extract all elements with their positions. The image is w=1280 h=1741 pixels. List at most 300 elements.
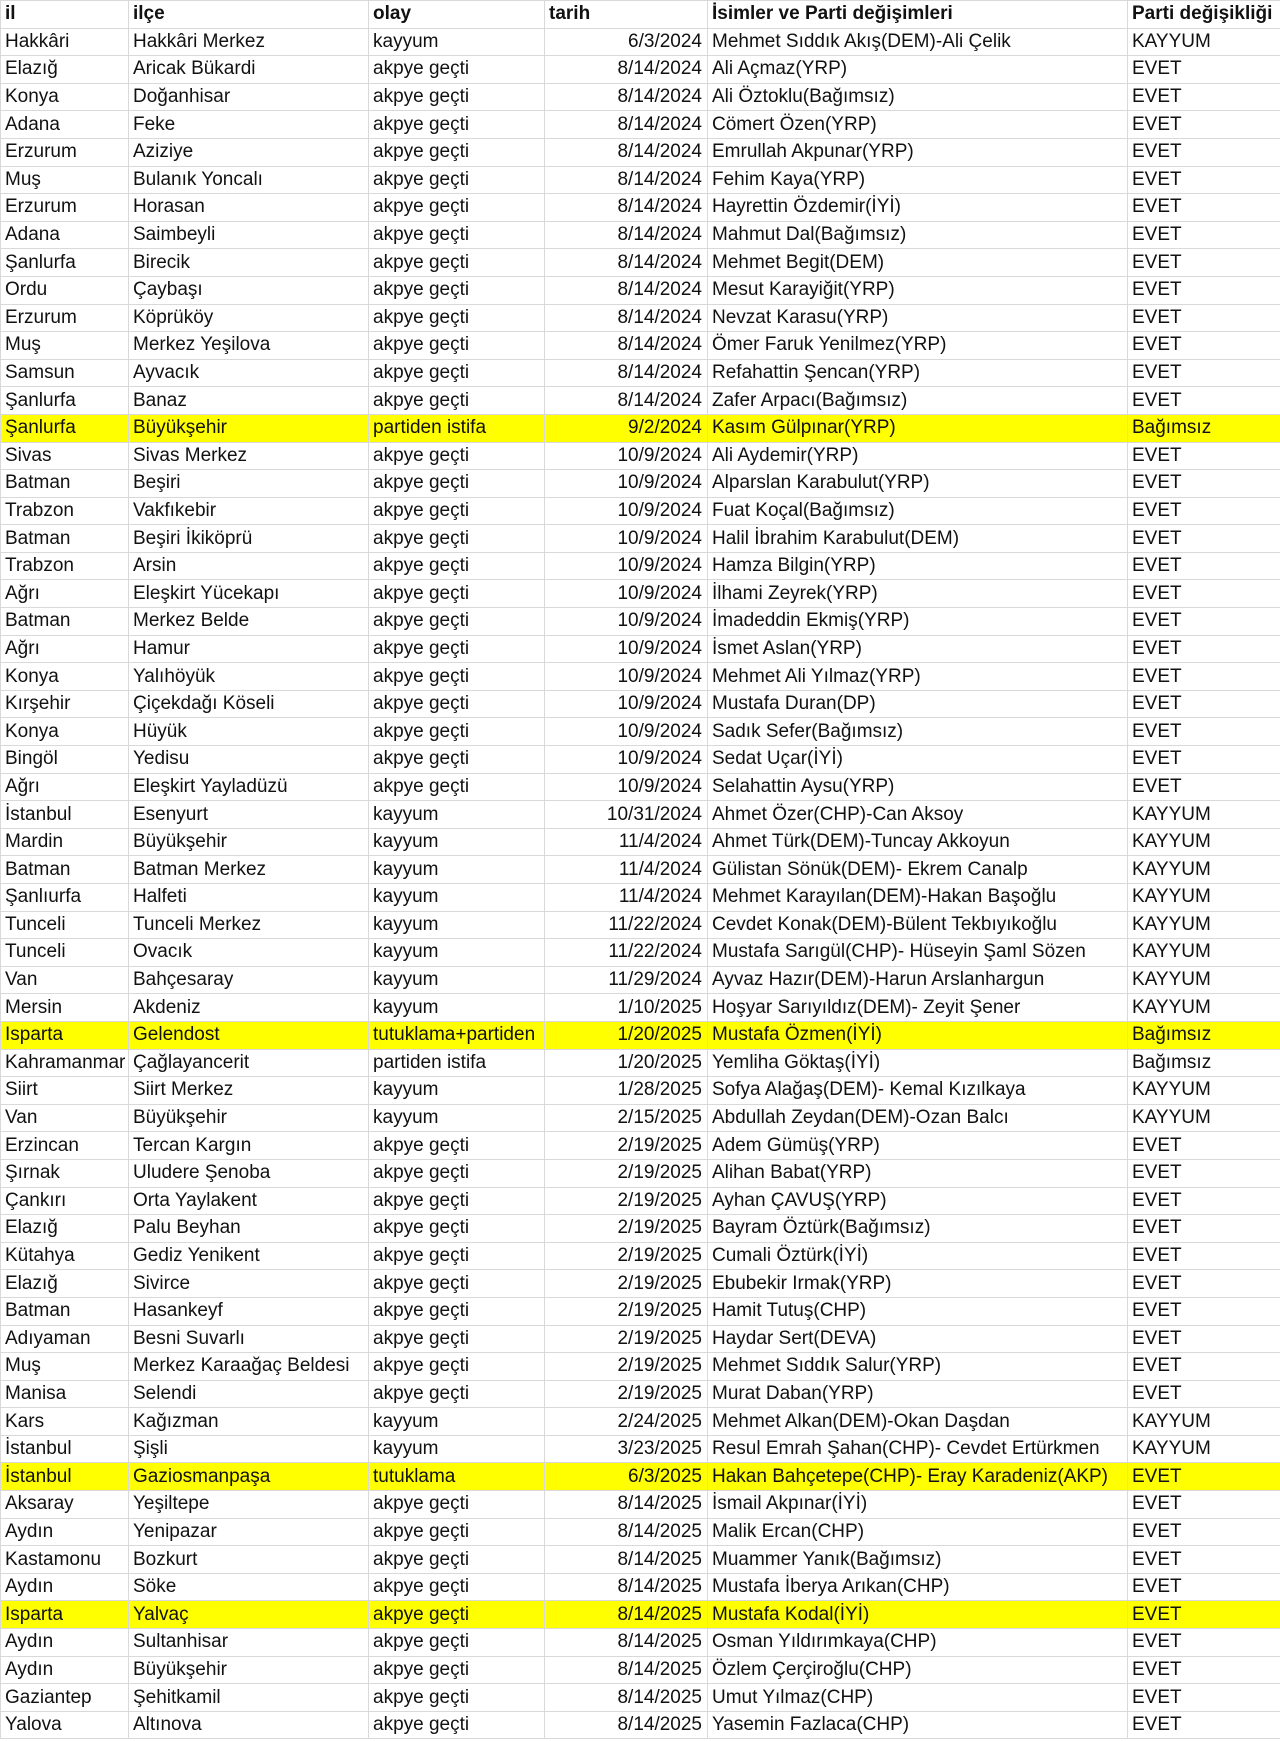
- cell-isimler[interactable]: İmadeddin Ekmiş(YRP): [708, 608, 1128, 636]
- cell-isimler[interactable]: Ömer Faruk Yenilmez(YRP): [708, 332, 1128, 360]
- cell-ilce[interactable]: Ovacık: [129, 939, 369, 967]
- cell-isimler[interactable]: Abdullah Zeydan(DEM)-Ozan Balcı: [708, 1104, 1128, 1132]
- cell-olay[interactable]: akpye geçti: [369, 580, 545, 608]
- cell-isimler[interactable]: Mustafa Özmen(İYİ): [708, 1021, 1128, 1049]
- cell-ilce[interactable]: Büyükşehir: [129, 1104, 369, 1132]
- cell-isimler[interactable]: Hakan Bahçetepe(CHP)- Eray Karadeniz(AKP): [708, 1463, 1128, 1491]
- cell-parti-degisikligi[interactable]: EVET: [1128, 276, 1280, 304]
- cell-parti-degisikligi[interactable]: EVET: [1128, 1297, 1280, 1325]
- cell-ilce[interactable]: Bozkurt: [129, 1546, 369, 1574]
- cell-il[interactable]: Isparta: [1, 1601, 129, 1629]
- cell-isimler[interactable]: Malik Ercan(CHP): [708, 1518, 1128, 1546]
- cell-tarih[interactable]: 10/9/2024: [545, 746, 708, 774]
- cell-tarih[interactable]: 2/19/2025: [545, 1132, 708, 1160]
- cell-isimler[interactable]: Osman Yıldırımkaya(CHP): [708, 1629, 1128, 1657]
- cell-parti-degisikligi[interactable]: EVET: [1128, 304, 1280, 332]
- cell-parti-degisikligi[interactable]: EVET: [1128, 470, 1280, 498]
- cell-il[interactable]: Elazığ: [1, 56, 129, 84]
- cell-parti-degisikligi[interactable]: EVET: [1128, 746, 1280, 774]
- cell-tarih[interactable]: 8/14/2024: [545, 111, 708, 139]
- cell-isimler[interactable]: Nevzat Karasu(YRP): [708, 304, 1128, 332]
- cell-olay[interactable]: akpye geçti: [369, 1518, 545, 1546]
- cell-tarih[interactable]: 8/14/2025: [545, 1656, 708, 1684]
- cell-tarih[interactable]: 10/9/2024: [545, 497, 708, 525]
- cell-tarih[interactable]: 8/14/2025: [545, 1491, 708, 1519]
- cell-ilce[interactable]: Yalvaç: [129, 1601, 369, 1629]
- cell-il[interactable]: Aydın: [1, 1573, 129, 1601]
- cell-il[interactable]: Aydın: [1, 1629, 129, 1657]
- cell-isimler[interactable]: Gülistan Sönük(DEM)- Ekrem Canalp: [708, 856, 1128, 884]
- cell-tarih[interactable]: 2/15/2025: [545, 1104, 708, 1132]
- cell-il[interactable]: Manisa: [1, 1380, 129, 1408]
- cell-ilce[interactable]: Siirt Merkez: [129, 1077, 369, 1105]
- cell-il[interactable]: Tunceli: [1, 939, 129, 967]
- cell-parti-degisikligi[interactable]: KAYYUM: [1128, 994, 1280, 1022]
- cell-ilce[interactable]: Batman Merkez: [129, 856, 369, 884]
- cell-isimler[interactable]: Mahmut Dal(Bağımsız): [708, 221, 1128, 249]
- cell-isimler[interactable]: Cumali Öztürk(İYİ): [708, 1242, 1128, 1270]
- cell-tarih[interactable]: 11/22/2024: [545, 939, 708, 967]
- cell-parti-degisikligi[interactable]: KAYYUM: [1128, 1435, 1280, 1463]
- cell-il[interactable]: İstanbul: [1, 1435, 129, 1463]
- cell-parti-degisikligi[interactable]: EVET: [1128, 138, 1280, 166]
- cell-olay[interactable]: tutuklama+partiden: [369, 1021, 545, 1049]
- cell-il[interactable]: Ağrı: [1, 580, 129, 608]
- cell-ilce[interactable]: Aricak Bükardi: [129, 56, 369, 84]
- cell-olay[interactable]: kayyum: [369, 1408, 545, 1436]
- cell-parti-degisikligi[interactable]: EVET: [1128, 1380, 1280, 1408]
- cell-tarih[interactable]: 8/14/2025: [545, 1629, 708, 1657]
- cell-isimler[interactable]: Mesut Karayiğit(YRP): [708, 276, 1128, 304]
- cell-isimler[interactable]: Hoşyar Sarıyıldız(DEM)- Zeyit Şener: [708, 994, 1128, 1022]
- cell-parti-degisikligi[interactable]: EVET: [1128, 580, 1280, 608]
- cell-olay[interactable]: akpye geçti: [369, 470, 545, 498]
- cell-olay[interactable]: akpye geçti: [369, 1546, 545, 1574]
- cell-parti-degisikligi[interactable]: EVET: [1128, 359, 1280, 387]
- cell-olay[interactable]: akpye geçti: [369, 1132, 545, 1160]
- cell-tarih[interactable]: 8/14/2024: [545, 194, 708, 222]
- cell-olay[interactable]: kayyum: [369, 801, 545, 829]
- cell-isimler[interactable]: Muammer Yanık(Bağımsız): [708, 1546, 1128, 1574]
- cell-olay[interactable]: kayyum: [369, 939, 545, 967]
- cell-ilce[interactable]: Büyükşehir: [129, 414, 369, 442]
- cell-ilce[interactable]: Arsin: [129, 552, 369, 580]
- cell-il[interactable]: Trabzon: [1, 552, 129, 580]
- cell-olay[interactable]: akpye geçti: [369, 1159, 545, 1187]
- cell-isimler[interactable]: Mustafa Kodal(İYİ): [708, 1601, 1128, 1629]
- cell-ilce[interactable]: Eleşkirt Yücekapı: [129, 580, 369, 608]
- cell-tarih[interactable]: 2/19/2025: [545, 1159, 708, 1187]
- cell-ilce[interactable]: Şehitkamil: [129, 1684, 369, 1712]
- cell-parti-degisikligi[interactable]: KAYYUM: [1128, 939, 1280, 967]
- cell-tarih[interactable]: 10/9/2024: [545, 635, 708, 663]
- cell-isimler[interactable]: Mustafa Duran(DP): [708, 690, 1128, 718]
- cell-il[interactable]: Şanlıurfa: [1, 884, 129, 912]
- cell-il[interactable]: Batman: [1, 856, 129, 884]
- cell-olay[interactable]: akpye geçti: [369, 1656, 545, 1684]
- cell-tarih[interactable]: 8/14/2025: [545, 1573, 708, 1601]
- cell-il[interactable]: Aydın: [1, 1518, 129, 1546]
- cell-isimler[interactable]: Fuat Koçal(Bağımsız): [708, 497, 1128, 525]
- cell-il[interactable]: Ağrı: [1, 635, 129, 663]
- cell-parti-degisikligi[interactable]: EVET: [1128, 1325, 1280, 1353]
- cell-parti-degisikligi[interactable]: EVET: [1128, 1242, 1280, 1270]
- cell-parti-degisikligi[interactable]: EVET: [1128, 111, 1280, 139]
- cell-isimler[interactable]: Umut Yılmaz(CHP): [708, 1684, 1128, 1712]
- cell-ilce[interactable]: Yalıhöyük: [129, 663, 369, 691]
- cell-ilce[interactable]: Söke: [129, 1573, 369, 1601]
- cell-tarih[interactable]: 11/22/2024: [545, 911, 708, 939]
- cell-tarih[interactable]: 11/4/2024: [545, 828, 708, 856]
- cell-ilce[interactable]: Gediz Yenikent: [129, 1242, 369, 1270]
- cell-tarih[interactable]: 8/14/2025: [545, 1711, 708, 1739]
- cell-parti-degisikligi[interactable]: EVET: [1128, 83, 1280, 111]
- cell-tarih[interactable]: 8/14/2024: [545, 56, 708, 84]
- cell-ilce[interactable]: Tunceli Merkez: [129, 911, 369, 939]
- cell-ilce[interactable]: Sultanhisar: [129, 1629, 369, 1657]
- cell-parti-degisikligi[interactable]: KAYYUM: [1128, 1077, 1280, 1105]
- cell-tarih[interactable]: 8/14/2025: [545, 1601, 708, 1629]
- cell-olay[interactable]: partiden istifa: [369, 414, 545, 442]
- cell-parti-degisikligi[interactable]: KAYYUM: [1128, 856, 1280, 884]
- column-header-olay[interactable]: olay: [369, 1, 545, 29]
- cell-il[interactable]: Ordu: [1, 276, 129, 304]
- column-header-isimler[interactable]: İsimler ve Parti değişimleri: [708, 1, 1128, 29]
- cell-parti-degisikligi[interactable]: EVET: [1128, 608, 1280, 636]
- cell-olay[interactable]: akpye geçti: [369, 690, 545, 718]
- cell-isimler[interactable]: Mehmet Ali Yılmaz(YRP): [708, 663, 1128, 691]
- cell-ilce[interactable]: Esenyurt: [129, 801, 369, 829]
- cell-ilce[interactable]: Besni Suvarlı: [129, 1325, 369, 1353]
- cell-ilce[interactable]: Köprüköy: [129, 304, 369, 332]
- cell-il[interactable]: Sivas: [1, 442, 129, 470]
- cell-olay[interactable]: akpye geçti: [369, 442, 545, 470]
- cell-olay[interactable]: akpye geçti: [369, 166, 545, 194]
- cell-ilce[interactable]: Beşiri İkiköprü: [129, 525, 369, 553]
- cell-ilce[interactable]: Tercan Kargın: [129, 1132, 369, 1160]
- cell-olay[interactable]: akpye geçti: [369, 304, 545, 332]
- cell-parti-degisikligi[interactable]: EVET: [1128, 221, 1280, 249]
- cell-ilce[interactable]: Doğanhisar: [129, 83, 369, 111]
- cell-il[interactable]: Muş: [1, 166, 129, 194]
- cell-il[interactable]: Gaziantep: [1, 1684, 129, 1712]
- cell-olay[interactable]: akpye geçti: [369, 138, 545, 166]
- cell-tarih[interactable]: 8/14/2024: [545, 304, 708, 332]
- cell-isimler[interactable]: Hamza Bilgin(YRP): [708, 552, 1128, 580]
- cell-isimler[interactable]: Ali Aydemir(YRP): [708, 442, 1128, 470]
- cell-isimler[interactable]: Yasemin Fazlaca(CHP): [708, 1711, 1128, 1739]
- cell-tarih[interactable]: 8/14/2024: [545, 138, 708, 166]
- cell-ilce[interactable]: Banaz: [129, 387, 369, 415]
- cell-ilce[interactable]: Hamur: [129, 635, 369, 663]
- cell-isimler[interactable]: Resul Emrah Şahan(CHP)- Cevdet Ertürkmen: [708, 1435, 1128, 1463]
- cell-parti-degisikligi[interactable]: EVET: [1128, 1629, 1280, 1657]
- cell-ilce[interactable]: Merkez Yeşilova: [129, 332, 369, 360]
- cell-tarih[interactable]: 10/9/2024: [545, 525, 708, 553]
- cell-olay[interactable]: partiden istifa: [369, 1049, 545, 1077]
- cell-olay[interactable]: akpye geçti: [369, 1353, 545, 1381]
- cell-olay[interactable]: akpye geçti: [369, 1242, 545, 1270]
- cell-tarih[interactable]: 2/19/2025: [545, 1325, 708, 1353]
- cell-parti-degisikligi[interactable]: EVET: [1128, 525, 1280, 553]
- cell-ilce[interactable]: Aziziye: [129, 138, 369, 166]
- cell-olay[interactable]: akpye geçti: [369, 497, 545, 525]
- cell-parti-degisikligi[interactable]: EVET: [1128, 1270, 1280, 1298]
- cell-tarih[interactable]: 8/14/2024: [545, 166, 708, 194]
- cell-tarih[interactable]: 3/23/2025: [545, 1435, 708, 1463]
- cell-olay[interactable]: akpye geçti: [369, 387, 545, 415]
- cell-isimler[interactable]: Hayrettin Özdemir(İYİ): [708, 194, 1128, 222]
- cell-olay[interactable]: akpye geçti: [369, 221, 545, 249]
- cell-tarih[interactable]: 2/19/2025: [545, 1297, 708, 1325]
- cell-ilce[interactable]: Hasankeyf: [129, 1297, 369, 1325]
- cell-isimler[interactable]: Sedat Uçar(İYİ): [708, 746, 1128, 774]
- cell-tarih[interactable]: 8/14/2025: [545, 1684, 708, 1712]
- cell-ilce[interactable]: Gelendost: [129, 1021, 369, 1049]
- cell-il[interactable]: Konya: [1, 663, 129, 691]
- cell-olay[interactable]: akpye geçti: [369, 1491, 545, 1519]
- cell-il[interactable]: Van: [1, 966, 129, 994]
- cell-isimler[interactable]: Cevdet Konak(DEM)-Bülent Tekbıyıkoğlu: [708, 911, 1128, 939]
- cell-il[interactable]: Konya: [1, 718, 129, 746]
- cell-parti-degisikligi[interactable]: KAYYUM: [1128, 1104, 1280, 1132]
- cell-il[interactable]: Mardin: [1, 828, 129, 856]
- cell-tarih[interactable]: 8/14/2024: [545, 387, 708, 415]
- cell-isimler[interactable]: Hamit Tutuş(CHP): [708, 1297, 1128, 1325]
- cell-olay[interactable]: kayyum: [369, 1077, 545, 1105]
- cell-tarih[interactable]: 2/19/2025: [545, 1215, 708, 1243]
- cell-parti-degisikligi[interactable]: EVET: [1128, 56, 1280, 84]
- cell-il[interactable]: Elazığ: [1, 1270, 129, 1298]
- cell-parti-degisikligi[interactable]: EVET: [1128, 166, 1280, 194]
- cell-parti-degisikligi[interactable]: EVET: [1128, 1573, 1280, 1601]
- cell-il[interactable]: Ağrı: [1, 773, 129, 801]
- cell-isimler[interactable]: Adem Gümüş(YRP): [708, 1132, 1128, 1160]
- cell-ilce[interactable]: Merkez Belde: [129, 608, 369, 636]
- cell-parti-degisikligi[interactable]: EVET: [1128, 1601, 1280, 1629]
- cell-isimler[interactable]: Mehmet Karayılan(DEM)-Hakan Başoğlu: [708, 884, 1128, 912]
- cell-tarih[interactable]: 8/14/2025: [545, 1546, 708, 1574]
- column-header-tarih[interactable]: tarih: [545, 1, 708, 29]
- cell-il[interactable]: Kütahya: [1, 1242, 129, 1270]
- cell-olay[interactable]: akpye geçti: [369, 635, 545, 663]
- cell-ilce[interactable]: Feke: [129, 111, 369, 139]
- cell-tarih[interactable]: 8/14/2024: [545, 83, 708, 111]
- cell-olay[interactable]: akpye geçti: [369, 1380, 545, 1408]
- cell-parti-degisikligi[interactable]: EVET: [1128, 663, 1280, 691]
- cell-ilce[interactable]: Altınova: [129, 1711, 369, 1739]
- cell-tarih[interactable]: 9/2/2024: [545, 414, 708, 442]
- cell-ilce[interactable]: Beşiri: [129, 470, 369, 498]
- cell-il[interactable]: Trabzon: [1, 497, 129, 525]
- cell-ilce[interactable]: Gaziosmanpaşa: [129, 1463, 369, 1491]
- cell-olay[interactable]: akpye geçti: [369, 1711, 545, 1739]
- cell-ilce[interactable]: Yedisu: [129, 746, 369, 774]
- cell-parti-degisikligi[interactable]: EVET: [1128, 387, 1280, 415]
- cell-isimler[interactable]: İsmet Aslan(YRP): [708, 635, 1128, 663]
- cell-parti-degisikligi[interactable]: EVET: [1128, 1491, 1280, 1519]
- cell-isimler[interactable]: Murat Daban(YRP): [708, 1380, 1128, 1408]
- cell-ilce[interactable]: Halfeti: [129, 884, 369, 912]
- cell-parti-degisikligi[interactable]: Bağımsız: [1128, 414, 1280, 442]
- cell-ilce[interactable]: Saimbeyli: [129, 221, 369, 249]
- cell-isimler[interactable]: Refahattin Şencan(YRP): [708, 359, 1128, 387]
- cell-il[interactable]: Kastamonu: [1, 1546, 129, 1574]
- cell-ilce[interactable]: Sivas Merkez: [129, 442, 369, 470]
- cell-isimler[interactable]: Ahmet Türk(DEM)-Tuncay Akkoyun: [708, 828, 1128, 856]
- cell-il[interactable]: İstanbul: [1, 801, 129, 829]
- cell-tarih[interactable]: 10/9/2024: [545, 663, 708, 691]
- cell-olay[interactable]: akpye geçti: [369, 773, 545, 801]
- cell-parti-degisikligi[interactable]: KAYYUM: [1128, 911, 1280, 939]
- cell-ilce[interactable]: Büyükşehir: [129, 828, 369, 856]
- cell-ilce[interactable]: Çiçekdağı Köseli: [129, 690, 369, 718]
- cell-tarih[interactable]: 10/9/2024: [545, 718, 708, 746]
- cell-tarih[interactable]: 8/14/2024: [545, 221, 708, 249]
- cell-ilce[interactable]: Yenipazar: [129, 1518, 369, 1546]
- cell-il[interactable]: Erzurum: [1, 304, 129, 332]
- cell-il[interactable]: Muş: [1, 1353, 129, 1381]
- cell-isimler[interactable]: Ali Öztoklu(Bağımsız): [708, 83, 1128, 111]
- cell-ilce[interactable]: Çağlayancerit: [129, 1049, 369, 1077]
- cell-parti-degisikligi[interactable]: Bağımsız: [1128, 1021, 1280, 1049]
- column-header-il[interactable]: il: [1, 1, 129, 29]
- cell-parti-degisikligi[interactable]: EVET: [1128, 718, 1280, 746]
- column-header-ilce[interactable]: ilçe: [129, 1, 369, 29]
- cell-il[interactable]: Mersin: [1, 994, 129, 1022]
- cell-isimler[interactable]: Yemliha Göktaş(İYİ): [708, 1049, 1128, 1077]
- cell-il[interactable]: Yalova: [1, 1711, 129, 1739]
- cell-olay[interactable]: akpye geçti: [369, 1270, 545, 1298]
- cell-olay[interactable]: kayyum: [369, 911, 545, 939]
- cell-olay[interactable]: akpye geçti: [369, 1684, 545, 1712]
- cell-olay[interactable]: kayyum: [369, 884, 545, 912]
- cell-isimler[interactable]: Sadık Sefer(Bağımsız): [708, 718, 1128, 746]
- cell-isimler[interactable]: Mehmet Alkan(DEM)-Okan Daşdan: [708, 1408, 1128, 1436]
- cell-tarih[interactable]: 10/9/2024: [545, 442, 708, 470]
- cell-parti-degisikligi[interactable]: EVET: [1128, 1159, 1280, 1187]
- cell-parti-degisikligi[interactable]: EVET: [1128, 1518, 1280, 1546]
- cell-isimler[interactable]: Mustafa İberya Arıkan(CHP): [708, 1573, 1128, 1601]
- cell-isimler[interactable]: Mehmet Sıddık Akış(DEM)-Ali Çelik: [708, 28, 1128, 56]
- cell-parti-degisikligi[interactable]: EVET: [1128, 552, 1280, 580]
- cell-il[interactable]: Erzurum: [1, 138, 129, 166]
- cell-olay[interactable]: akpye geçti: [369, 1325, 545, 1353]
- cell-olay[interactable]: akpye geçti: [369, 1573, 545, 1601]
- cell-tarih[interactable]: 8/14/2024: [545, 276, 708, 304]
- cell-olay[interactable]: akpye geçti: [369, 552, 545, 580]
- cell-tarih[interactable]: 1/20/2025: [545, 1049, 708, 1077]
- cell-parti-degisikligi[interactable]: EVET: [1128, 497, 1280, 525]
- cell-isimler[interactable]: Kasım Gülpınar(YRP): [708, 414, 1128, 442]
- cell-tarih[interactable]: 11/4/2024: [545, 856, 708, 884]
- cell-il[interactable]: Şanlurfa: [1, 387, 129, 415]
- cell-parti-degisikligi[interactable]: EVET: [1128, 1656, 1280, 1684]
- cell-tarih[interactable]: 2/24/2025: [545, 1408, 708, 1436]
- cell-isimler[interactable]: Emrullah Akpunar(YRP): [708, 138, 1128, 166]
- cell-isimler[interactable]: Bayram Öztürk(Bağımsız): [708, 1215, 1128, 1243]
- cell-olay[interactable]: tutuklama: [369, 1463, 545, 1491]
- cell-tarih[interactable]: 1/28/2025: [545, 1077, 708, 1105]
- cell-olay[interactable]: akpye geçti: [369, 83, 545, 111]
- cell-parti-degisikligi[interactable]: EVET: [1128, 1215, 1280, 1243]
- cell-il[interactable]: Muş: [1, 332, 129, 360]
- cell-ilce[interactable]: Büyükşehir: [129, 1656, 369, 1684]
- cell-il[interactable]: Şırnak: [1, 1159, 129, 1187]
- cell-il[interactable]: Adana: [1, 221, 129, 249]
- cell-olay[interactable]: akpye geçti: [369, 249, 545, 277]
- column-header-parti-degisikligi[interactable]: Parti değişikliği: [1128, 1, 1280, 29]
- cell-il[interactable]: Tunceli: [1, 911, 129, 939]
- cell-il[interactable]: Aydın: [1, 1656, 129, 1684]
- cell-parti-degisikligi[interactable]: EVET: [1128, 690, 1280, 718]
- cell-il[interactable]: Siirt: [1, 1077, 129, 1105]
- cell-ilce[interactable]: Ayvacık: [129, 359, 369, 387]
- cell-il[interactable]: Konya: [1, 83, 129, 111]
- cell-isimler[interactable]: Sofya Alağaş(DEM)- Kemal Kızılkaya: [708, 1077, 1128, 1105]
- cell-tarih[interactable]: 6/3/2025: [545, 1463, 708, 1491]
- cell-tarih[interactable]: 1/10/2025: [545, 994, 708, 1022]
- cell-ilce[interactable]: Bahçesaray: [129, 966, 369, 994]
- cell-il[interactable]: Hakkâri: [1, 28, 129, 56]
- cell-parti-degisikligi[interactable]: EVET: [1128, 442, 1280, 470]
- cell-tarih[interactable]: 10/31/2024: [545, 801, 708, 829]
- cell-parti-degisikligi[interactable]: EVET: [1128, 249, 1280, 277]
- cell-ilce[interactable]: Horasan: [129, 194, 369, 222]
- cell-tarih[interactable]: 2/19/2025: [545, 1353, 708, 1381]
- cell-ilce[interactable]: Yeşiltepe: [129, 1491, 369, 1519]
- cell-isimler[interactable]: Halil İbrahim Karabulut(DEM): [708, 525, 1128, 553]
- cell-parti-degisikligi[interactable]: KAYYUM: [1128, 884, 1280, 912]
- cell-ilce[interactable]: Sivirce: [129, 1270, 369, 1298]
- cell-olay[interactable]: akpye geçti: [369, 56, 545, 84]
- cell-il[interactable]: İstanbul: [1, 1463, 129, 1491]
- cell-parti-degisikligi[interactable]: Bağımsız: [1128, 1049, 1280, 1077]
- cell-isimler[interactable]: Ayhan ÇAVUŞ(YRP): [708, 1187, 1128, 1215]
- cell-isimler[interactable]: Alihan Babat(YRP): [708, 1159, 1128, 1187]
- cell-ilce[interactable]: Hüyük: [129, 718, 369, 746]
- cell-il[interactable]: Samsun: [1, 359, 129, 387]
- cell-parti-degisikligi[interactable]: EVET: [1128, 1463, 1280, 1491]
- cell-isimler[interactable]: Zafer Arpacı(Bağımsız): [708, 387, 1128, 415]
- cell-il[interactable]: Kahramanmar: [1, 1049, 129, 1077]
- cell-il[interactable]: Van: [1, 1104, 129, 1132]
- cell-olay[interactable]: akpye geçti: [369, 1601, 545, 1629]
- cell-olay[interactable]: akpye geçti: [369, 1187, 545, 1215]
- cell-il[interactable]: Şanlurfa: [1, 249, 129, 277]
- cell-isimler[interactable]: Cömert Özen(YRP): [708, 111, 1128, 139]
- cell-tarih[interactable]: 11/29/2024: [545, 966, 708, 994]
- cell-olay[interactable]: akpye geçti: [369, 332, 545, 360]
- cell-olay[interactable]: kayyum: [369, 1104, 545, 1132]
- cell-il[interactable]: Batman: [1, 608, 129, 636]
- cell-parti-degisikligi[interactable]: EVET: [1128, 635, 1280, 663]
- cell-il[interactable]: Batman: [1, 1297, 129, 1325]
- cell-il[interactable]: Elazığ: [1, 1215, 129, 1243]
- cell-tarih[interactable]: 2/19/2025: [545, 1187, 708, 1215]
- cell-olay[interactable]: kayyum: [369, 994, 545, 1022]
- cell-ilce[interactable]: Hakkâri Merkez: [129, 28, 369, 56]
- cell-ilce[interactable]: Orta Yaylakent: [129, 1187, 369, 1215]
- cell-tarih[interactable]: 10/9/2024: [545, 470, 708, 498]
- cell-parti-degisikligi[interactable]: EVET: [1128, 194, 1280, 222]
- cell-il[interactable]: Erzurum: [1, 194, 129, 222]
- cell-ilce[interactable]: Birecik: [129, 249, 369, 277]
- cell-isimler[interactable]: Ebubekir Irmak(YRP): [708, 1270, 1128, 1298]
- cell-olay[interactable]: akpye geçti: [369, 359, 545, 387]
- cell-ilce[interactable]: Çaybaşı: [129, 276, 369, 304]
- cell-tarih[interactable]: 2/19/2025: [545, 1242, 708, 1270]
